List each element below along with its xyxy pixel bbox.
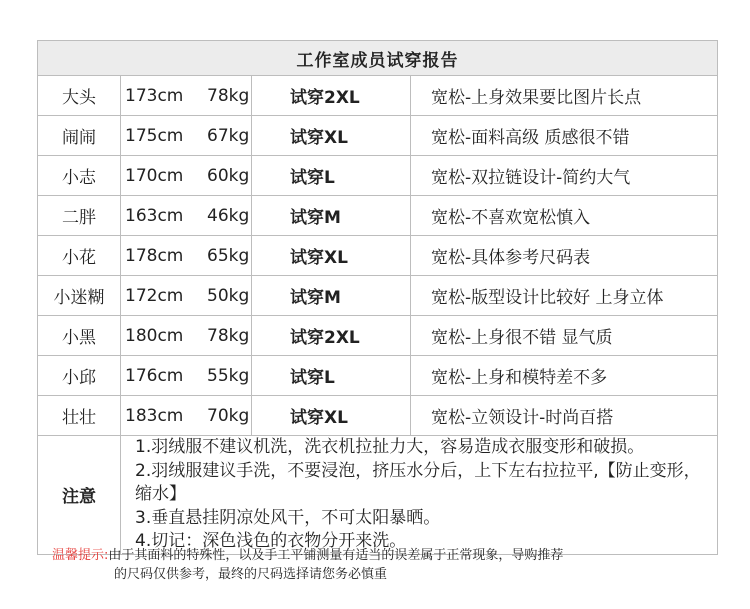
member-height: 180cm xyxy=(125,325,184,346)
fit-comment: 宽松-版型设计比较好 上身立体 xyxy=(411,276,718,316)
measurements xyxy=(121,316,252,356)
tried-size: 试穿L xyxy=(252,356,411,396)
member-name: 小黑 xyxy=(38,316,121,356)
member-weight: 78kg xyxy=(207,85,250,106)
member-weight: 50kg xyxy=(207,285,250,306)
tried-size: 试穿XL xyxy=(252,116,411,156)
member-height: 172cm xyxy=(125,285,184,306)
notice-item: 4.切记：深色浅色的衣物分开来洗。 xyxy=(135,531,407,551)
notice-item: 3.垂直悬挂阴凉处风干，不可太阳暴晒。 xyxy=(135,507,441,528)
fit-comment: 宽松-立领设计-时尚百搭 xyxy=(411,396,718,436)
member-name: 壮壮 xyxy=(38,396,121,436)
fit-comment: 宽松-具体参考尺码表 xyxy=(411,236,718,276)
fit-row xyxy=(38,196,718,236)
measurements xyxy=(121,396,252,436)
fit-comment: 宽松-上身和模特差不多 xyxy=(411,356,718,396)
tried-size: 试穿XL xyxy=(252,396,411,436)
member-weight: 60kg xyxy=(207,165,250,186)
tip-label: 温馨提示: xyxy=(52,548,109,563)
fit-comment: 宽松-面料高级 质感很不错 xyxy=(411,116,718,156)
fit-report-table xyxy=(37,40,718,555)
measurements xyxy=(121,116,252,156)
fit-comment: 宽松-双拉链设计-简约大气 xyxy=(411,156,718,196)
tried-size: 试穿XL xyxy=(252,236,411,276)
notice-item: 2.羽绒服建议手洗，不要浸泡，挤压水分后，上下左右拉拉平,【防止变形，缩水】 xyxy=(135,460,701,504)
member-height: 178cm xyxy=(125,245,184,266)
tried-size: 试穿2XL xyxy=(252,76,411,116)
fit-comment: 宽松-上身很不错 显气质 xyxy=(411,316,718,356)
member-weight: 65kg xyxy=(207,245,250,266)
member-name: 小迷糊 xyxy=(38,276,121,316)
member-weight: 46kg xyxy=(207,205,250,226)
notice-label: 注意 xyxy=(38,436,121,555)
member-name: 二胖 xyxy=(38,196,121,236)
title-row xyxy=(38,41,718,76)
member-name: 大头 xyxy=(38,76,121,116)
fit-row xyxy=(38,76,718,116)
tried-size: 试穿M xyxy=(252,276,411,316)
measurements xyxy=(121,356,252,396)
fit-row xyxy=(38,316,718,356)
fit-row xyxy=(38,116,718,156)
fit-row xyxy=(38,396,718,436)
member-height: 163cm xyxy=(125,205,184,226)
fit-row xyxy=(38,276,718,316)
member-height: 170cm xyxy=(125,165,184,186)
measurements xyxy=(121,76,252,116)
fit-row xyxy=(38,156,718,196)
member-weight: 67kg xyxy=(207,125,250,146)
report-title: 工作室成员试穿报告 xyxy=(38,41,718,76)
member-name: 小邱 xyxy=(38,356,121,396)
tip-line-1: 由于其面料的特殊性，以及手工平铺测量有适当的误差属于正常现象，导购推荐 xyxy=(108,548,564,563)
member-name: 闹闹 xyxy=(38,116,121,156)
notice-row xyxy=(38,436,718,555)
measurements xyxy=(121,156,252,196)
member-height: 175cm xyxy=(125,125,184,146)
warm-tip xyxy=(52,546,712,584)
measurements xyxy=(121,196,252,236)
member-weight: 70kg xyxy=(207,405,250,426)
fit-row xyxy=(38,356,718,396)
notice-item: 1.羽绒服不建议机洗，洗衣机拉扯力大，容易造成衣服变形和破损。 xyxy=(135,437,645,457)
tried-size: 试穿M xyxy=(252,196,411,236)
member-height: 176cm xyxy=(125,365,184,386)
tried-size: 试穿L xyxy=(252,156,411,196)
member-weight: 78kg xyxy=(207,325,250,346)
member-name: 小花 xyxy=(38,236,121,276)
member-height: 173cm xyxy=(125,85,184,106)
member-height: 183cm xyxy=(125,405,184,426)
fit-report-sheet xyxy=(37,40,717,555)
measurements xyxy=(121,236,252,276)
tried-size: 试穿2XL xyxy=(252,316,411,356)
measurements xyxy=(121,276,252,316)
fit-row xyxy=(38,236,718,276)
tip-line-2: 的尺码仅供参考，最终的尺码选择请您务必慎重 xyxy=(114,567,388,582)
fit-comment: 宽松-上身效果要比图片长点 xyxy=(411,76,718,116)
fit-comment: 宽松-不喜欢宽松慎入 xyxy=(411,196,718,236)
member-name: 小志 xyxy=(38,156,121,196)
notice-list xyxy=(121,436,718,555)
member-weight: 55kg xyxy=(207,365,250,386)
